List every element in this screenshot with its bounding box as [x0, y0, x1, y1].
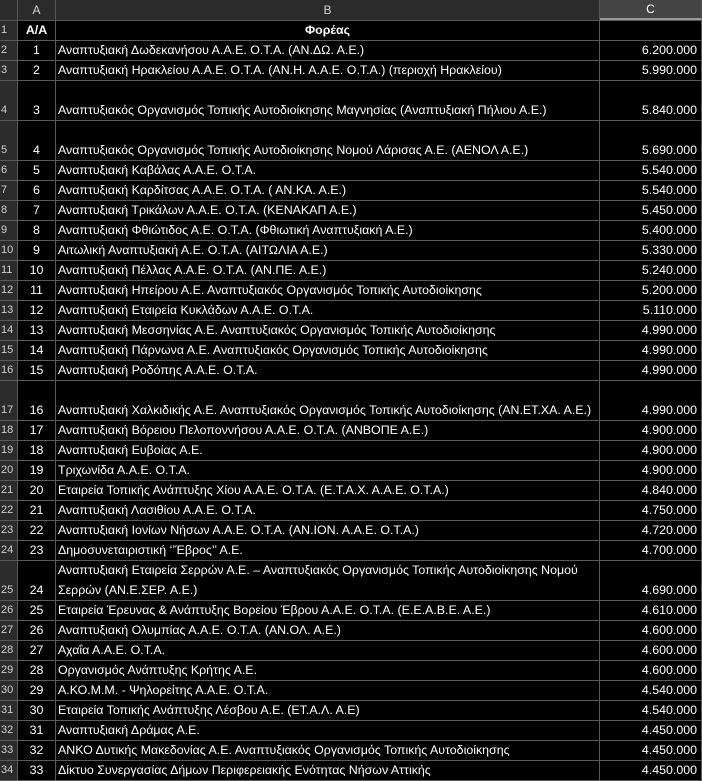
table-row	[0, 681, 702, 701]
cell-foreas[interactable]: Αναπτυξιακή Εταιρεία Σερρών Α.Ε. – Αναπτυξιακός Οργανισμός Τοπικής Αυτοδιοίκησης Νομού Σερρών (ΑΝ.Ε.ΣΕΡ. Α.Ε.)	[56, 561, 600, 600]
cell-aa[interactable]: 24	[18, 561, 56, 600]
table-row	[0, 541, 702, 561]
table-row	[0, 601, 702, 621]
cell-value[interactable]: 5.330.000	[600, 241, 702, 260]
column-header-a[interactable]: A	[18, 0, 56, 20]
cell-value[interactable]: 5.840.000	[600, 81, 702, 120]
cell-value[interactable]: 4.600.000	[600, 661, 702, 680]
table-row	[0, 501, 702, 521]
table-row	[0, 441, 702, 461]
cell-aa[interactable]: 8	[18, 221, 56, 240]
cell-aa[interactable]: 33	[18, 761, 56, 780]
row-number[interactable]: 5	[0, 121, 18, 160]
cell-aa[interactable]: 7	[18, 201, 56, 220]
cell-aa[interactable]: 26	[18, 621, 56, 640]
row-number[interactable]: 22	[0, 501, 18, 520]
cell-value[interactable]: 5.540.000	[600, 181, 702, 200]
row-number[interactable]: 29	[0, 661, 18, 680]
row-number[interactable]: 26	[0, 601, 18, 620]
cell-value[interactable]: 5.400.000	[600, 221, 702, 240]
column-header-bar	[0, 0, 702, 21]
cell-aa[interactable]: 9	[18, 241, 56, 260]
cell-aa[interactable]: 32	[18, 741, 56, 760]
cell-value[interactable]: 4.450.000	[600, 761, 702, 780]
cell-aa[interactable]: 31	[18, 721, 56, 740]
table-row	[0, 261, 702, 281]
cell-value[interactable]: 5.450.000	[600, 201, 702, 220]
cell-aa[interactable]: 14	[18, 341, 56, 360]
cell-foreas[interactable]: Αχαΐα Α.Α.Ε. Ο.Τ.Α.	[56, 641, 600, 660]
header-cell-aa[interactable]: Α/Α	[18, 21, 56, 40]
cell-value[interactable]: 4.700.000	[600, 541, 702, 560]
cell-value[interactable]: 4.990.000	[600, 381, 702, 420]
cell-aa[interactable]: 16	[18, 381, 56, 420]
cell-value[interactable]: 4.600.000	[600, 641, 702, 660]
cell-foreas[interactable]: Αναπτυξιακή Λασιθίου Α.Α.Ε. Ο.Τ.Α.	[56, 501, 600, 520]
row-number[interactable]: 25	[0, 561, 18, 600]
row-number[interactable]: 21	[0, 481, 18, 500]
cell-aa[interactable]: 1	[18, 41, 56, 60]
table-body	[0, 41, 702, 781]
column-header-c[interactable]: C	[600, 0, 702, 20]
table-row	[0, 701, 702, 721]
row-number[interactable]: 4	[0, 81, 18, 120]
table-row	[0, 661, 702, 681]
row-number[interactable]: 15	[0, 341, 18, 360]
cell-foreas[interactable]: Αναπτυξιακή Βόρειου Πελοποννήσου Α.Α.Ε. Ο.Τ.Α. (ΑΝΒΟΠΕ Α.Ε.)	[56, 421, 600, 440]
cell-foreas[interactable]: Εταιρεία Τοπικής Ανάπτυξης Λέσβου Α.Ε. (ΕΤ.Α.Λ. Α.Ε)	[56, 701, 600, 720]
cell-aa[interactable]: 20	[18, 481, 56, 500]
cell-value[interactable]: 4.540.000	[600, 701, 702, 720]
cell-value[interactable]: 5.110.000	[600, 301, 702, 320]
table-row	[0, 221, 702, 241]
cell-value[interactable]: 4.450.000	[600, 741, 702, 760]
cell-aa[interactable]: 28	[18, 661, 56, 680]
cell-value[interactable]: 5.690.000	[600, 121, 702, 160]
table-row	[0, 81, 702, 121]
cell-value[interactable]: 4.990.000	[600, 341, 702, 360]
cell-foreas[interactable]: Αναπτυξιακή Ευβοίας Α.Ε.	[56, 441, 600, 460]
table-row	[0, 201, 702, 221]
row-number[interactable]: 34	[0, 761, 18, 780]
row-number[interactable]: 9	[0, 221, 18, 240]
table-header-row	[0, 21, 702, 41]
cell-value[interactable]: 4.900.000	[600, 461, 702, 480]
cell-value[interactable]: 4.900.000	[600, 441, 702, 460]
cell-value[interactable]: 5.990.000	[600, 61, 702, 80]
cell-aa[interactable]: 11	[18, 281, 56, 300]
cell-aa[interactable]: 12	[18, 301, 56, 320]
row-number[interactable]: 16	[0, 361, 18, 380]
cell-aa[interactable]: 6	[18, 181, 56, 200]
cell-aa[interactable]: 2	[18, 61, 56, 80]
cell-foreas[interactable]: Τριχωνίδα Α.Α.Ε. Ο.Τ.Α.	[56, 461, 600, 480]
cell-aa[interactable]: 27	[18, 641, 56, 660]
cell-foreas[interactable]: Αναπτυξιακή Ηπείρου Α.Ε. Αναπτυξιακός Οργανισμός Τοπικής Αυτοδιοίκησης	[56, 281, 600, 300]
cell-foreas[interactable]: Αναπτυξιακή Πέλλας Α.Α.Ε. Ο.Τ.Α. (ΑΝ.ΠΕ. Α.Ε.)	[56, 261, 600, 280]
row-number[interactable]: 1	[0, 21, 18, 40]
row-number[interactable]: 23	[0, 521, 18, 540]
cell-foreas[interactable]: Αναπτυξιακή Ολυμπίας Α.Α.Ε. Ο.Τ.Α. (ΑΝ.ΟΛ. Α.Ε.)	[56, 621, 600, 640]
cell-foreas[interactable]: Αναπτυξιακή Φθιώτιδος Α.Ε. Ο.Τ.Α. (Φθιωτική Αναπτυξιακή Α.Ε.)	[56, 221, 600, 240]
cell-aa[interactable]: 21	[18, 501, 56, 520]
cell-value[interactable]: 4.990.000	[600, 361, 702, 380]
table-row	[0, 521, 702, 541]
cell-value[interactable]: 6.200.000	[600, 41, 702, 60]
row-number[interactable]: 2	[0, 41, 18, 60]
cell-foreas[interactable]: Αναπτυξιακή Μεσσηνίας Α.Ε. Αναπτυξιακός Οργανισμός Τοπικής Αυτοδιοίκησης	[56, 321, 600, 340]
cell-value[interactable]: 4.750.000	[600, 501, 702, 520]
table-row	[0, 361, 702, 381]
cell-aa[interactable]: 22	[18, 521, 56, 540]
row-number[interactable]: 30	[0, 681, 18, 700]
cell-aa[interactable]: 10	[18, 261, 56, 280]
select-all-corner[interactable]	[0, 0, 18, 20]
cell-value[interactable]: 5.540.000	[600, 161, 702, 180]
table-row	[0, 281, 702, 301]
cell-value[interactable]: 4.900.000	[600, 421, 702, 440]
table-row	[0, 741, 702, 761]
row-number[interactable]: 10	[0, 241, 18, 260]
table-row	[0, 421, 702, 441]
cell-aa[interactable]: 30	[18, 701, 56, 720]
cell-value[interactable]: 4.840.000	[600, 481, 702, 500]
cell-foreas[interactable]: Αιτωλική Αναπτυξιακή Α.Ε. Ο.Τ.Α. (ΑΙΤΩΛΙΑ Α.Ε.)	[56, 241, 600, 260]
header-cell-foreas[interactable]: Φορέας	[56, 21, 600, 40]
cell-foreas[interactable]: Εταιρεία Τοπικής Ανάπτυξης Χίου Α.Α.Ε. Ο.Τ.Α. (Ε.Τ.Α.Χ. Α.Α.Ε. Ο.Τ.Α.)	[56, 481, 600, 500]
cell-aa[interactable]: 5	[18, 161, 56, 180]
cell-aa[interactable]: 29	[18, 681, 56, 700]
cell-foreas[interactable]: Αναπτυξιακή Ιονίων Νήσων Α.Α.Ε. Ο.Τ.Α. (ΑΝ.ΙΟΝ. Α.Α.Ε. Ο.Τ.Α.)	[56, 521, 600, 540]
row-number[interactable]: 19	[0, 441, 18, 460]
column-header-b[interactable]: B	[56, 0, 600, 20]
cell-foreas[interactable]: Α.ΚΟ.Μ.Μ. - Ψηλορείτης Α.Α.Ε. Ο.Τ.Α.	[56, 681, 600, 700]
row-number[interactable]: 33	[0, 741, 18, 760]
cell-value[interactable]: 4.720.000	[600, 521, 702, 540]
cell-aa[interactable]: 4	[18, 121, 56, 160]
cell-foreas[interactable]: Αναπτυξιακή Χαλκιδικής Α.Ε. Αναπτυξιακός Οργανισμός Τοπικής Αυτοδιοίκησης (ΑΝ.ΕΤ.ΧΑ. Α.Ε.)	[56, 381, 600, 420]
cell-aa[interactable]: 3	[18, 81, 56, 120]
table-row	[0, 381, 702, 421]
table-row	[0, 761, 702, 781]
row-number[interactable]: 28	[0, 641, 18, 660]
cell-foreas[interactable]: Αναπτυξιακός Οργανισμός Τοπικής Αυτοδιοίκησης Μαγνησίας (Αναπτυξιακή Πήλιου Α.Ε.)	[56, 81, 600, 120]
cell-foreas[interactable]: Οργανισμός Ανάπτυξης Κρήτης Α.Ε.	[56, 661, 600, 680]
cell-foreas[interactable]: Αναπτυξιακή Δωδεκανήσου Α.Α.Ε. Ο.Τ.Α. (ΑΝ.ΔΩ. Α.Ε.)	[56, 41, 600, 60]
row-number[interactable]: 20	[0, 461, 18, 480]
row-number[interactable]: 3	[0, 61, 18, 80]
cell-aa[interactable]: 18	[18, 441, 56, 460]
table-row	[0, 341, 702, 361]
cell-foreas[interactable]: Δημοσυνεταιριστική ‘’Έβρος’’ Α.Ε.	[56, 541, 600, 560]
table-row	[0, 301, 702, 321]
row-number[interactable]: 8	[0, 201, 18, 220]
cell-value[interactable]: 4.540.000	[600, 681, 702, 700]
table-row	[0, 121, 702, 161]
table-row	[0, 461, 702, 481]
cell-value[interactable]: 4.600.000	[600, 621, 702, 640]
cell-foreas[interactable]: Αναπτυξιακή Πάρνωνα Α.Ε. Αναπτυξιακός Οργανισμός Τοπικής Αυτοδιοίκησης	[56, 341, 600, 360]
row-number[interactable]: 27	[0, 621, 18, 640]
cell-aa[interactable]: 25	[18, 601, 56, 620]
row-number[interactable]: 13	[0, 301, 18, 320]
cell-value[interactable]: 4.610.000	[600, 601, 702, 620]
table-row	[0, 621, 702, 641]
row-number[interactable]: 31	[0, 701, 18, 720]
cell-aa[interactable]: 17	[18, 421, 56, 440]
row-number[interactable]: 24	[0, 541, 18, 560]
table-row	[0, 41, 702, 61]
row-number[interactable]: 14	[0, 321, 18, 340]
cell-foreas[interactable]: Αναπτυξιακή Εταιρεία Κυκλάδων Α.Α.Ε. Ο.Τ.Α.	[56, 301, 600, 320]
row-number[interactable]: 12	[0, 281, 18, 300]
row-number[interactable]: 11	[0, 261, 18, 280]
table-row	[0, 481, 702, 501]
cell-foreas[interactable]: Εταιρεία Έρευνας & Ανάπτυξης Βορείου Έβρου Α.Α.Ε. Ο.Τ.Α. (Ε.Ε.Α.Β.Ε. Α.Ε.)	[56, 601, 600, 620]
row-number[interactable]: 6	[0, 161, 18, 180]
cell-foreas[interactable]: Αναπτυξιακή Ροδόπης Α.Α.Ε. Ο.Τ.Α.	[56, 361, 600, 380]
cell-value[interactable]: 4.450.000	[600, 721, 702, 740]
table-row	[0, 61, 702, 81]
cell-aa[interactable]: 19	[18, 461, 56, 480]
cell-foreas[interactable]: Αναπτυξιακή Τρικάλων Α.Α.Ε. Ο.Τ.Α. (ΚΕΝΑΚΑΠ Α.Ε.)	[56, 201, 600, 220]
cell-foreas[interactable]: Δίκτυο Συνεργασίας Δήμων Περιφερειακής Ενότητας Νήσων Αττικής	[56, 761, 600, 780]
table-row	[0, 721, 702, 741]
table-row	[0, 241, 702, 261]
cell-foreas[interactable]: Αναπτυξιακή Ηρακλείου Α.Α.Ε. Ο.Τ.Α. (ΑΝ.Η. Α.Α.Ε. Ο.Τ.Α.) (περιοχή Ηρακλείου)	[56, 61, 600, 80]
row-number[interactable]: 17	[0, 381, 18, 420]
cell-value[interactable]: 4.990.000	[600, 321, 702, 340]
cell-aa[interactable]: 23	[18, 541, 56, 560]
cell-value[interactable]: 5.200.000	[600, 281, 702, 300]
cell-foreas[interactable]: Αναπτυξιακή Καρδίτσας Α.Α.Ε. Ο.Τ.Α. ( ΑΝ.ΚΑ. Α.Ε.)	[56, 181, 600, 200]
table-row	[0, 181, 702, 201]
cell-aa[interactable]: 15	[18, 361, 56, 380]
cell-foreas[interactable]: Αναπτυξιακή Δράμας Α.Ε.	[56, 721, 600, 740]
table-row	[0, 641, 702, 661]
table-row	[0, 321, 702, 341]
cell-value[interactable]: 5.240.000	[600, 261, 702, 280]
header-cell-value[interactable]	[600, 21, 702, 40]
table-row	[0, 161, 702, 181]
table-row	[0, 561, 702, 601]
cell-value[interactable]: 4.690.000	[600, 561, 702, 600]
row-number[interactable]: 18	[0, 421, 18, 440]
cell-foreas[interactable]: Αναπτυξιακή Καβάλας Α.Α.Ε. Ο.Τ.Α.	[56, 161, 600, 180]
cell-aa[interactable]: 13	[18, 321, 56, 340]
row-number[interactable]: 7	[0, 181, 18, 200]
row-number[interactable]: 32	[0, 721, 18, 740]
cell-foreas[interactable]: ΑΝΚΟ Δυτικής Μακεδονίας Α.Ε. Αναπτυξιακός Οργανισμός Τοπικής Αυτοδιοίκησης	[56, 741, 600, 760]
cell-foreas[interactable]: Αναπτυξιακός Οργανισμός Τοπικής Αυτοδιοίκησης Νομού Λάρισας Α.Ε. (ΑΕΝΟΛ Α.Ε.)	[56, 121, 600, 160]
